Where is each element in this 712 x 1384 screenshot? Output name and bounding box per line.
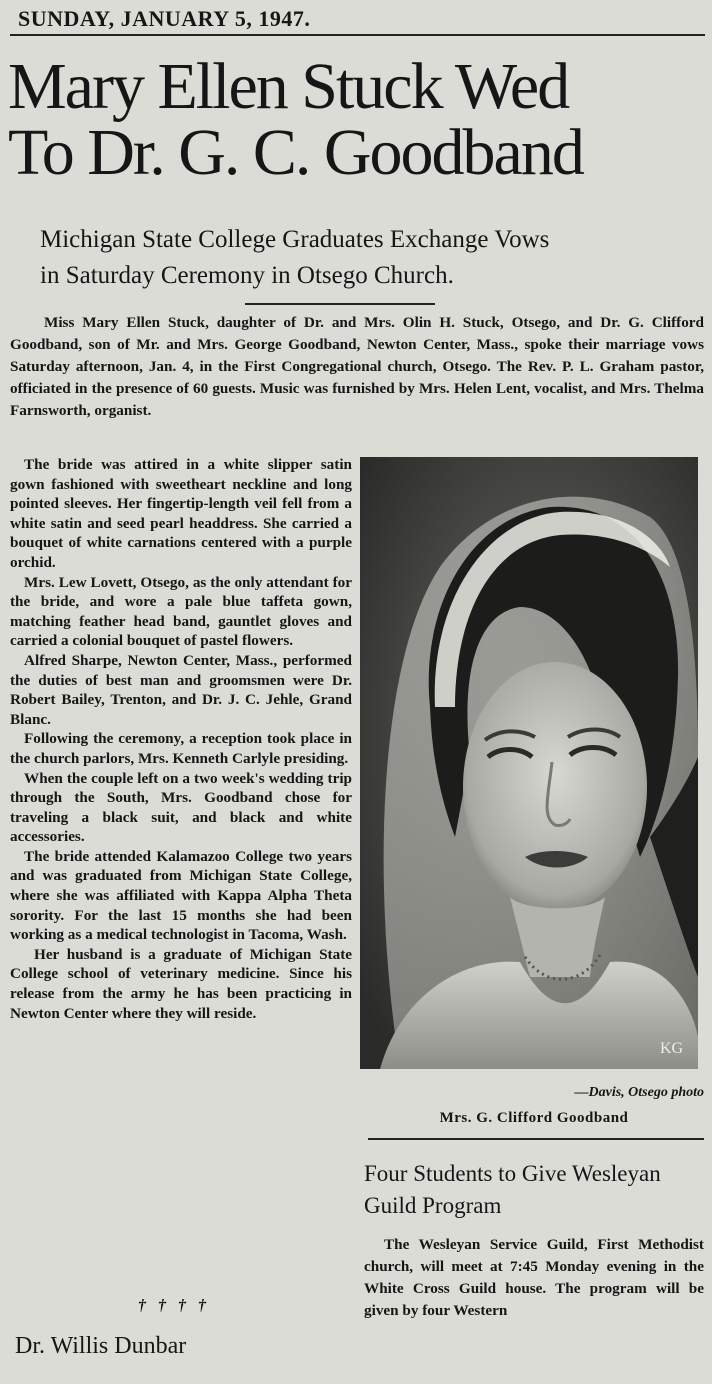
sidebar-body: The Wesleyan Service Guild, First Methodist church, will meet at 7:45 Monday evening in the White Cross Guild house. The program will be given by four Western <box>364 1236 704 1319</box>
deck-line-1: Michigan State College Graduates Exchange Vows <box>40 226 550 253</box>
caption-rule <box>368 1138 704 1140</box>
photo-monogram: KG <box>660 1040 684 1057</box>
deck-rule <box>245 303 435 305</box>
top-rule <box>10 34 705 36</box>
headline-line-2: To Dr. G. C. Goodband <box>8 116 583 189</box>
column-paragraph: Her husband is a graduate of Michigan State College school of veterinary medicine. Since his release from the army he has been practicing in Newton Center where they will reside. <box>10 945 352 1022</box>
column-paragraph: When the couple left on a two week's wedding trip through the South, Mrs. Goodband chose for traveling a black suit, and black and white accessories. <box>10 769 352 846</box>
headline <box>8 50 708 189</box>
column-paragraph: Mrs. Lew Lovett, Otsego, as the only attendant for the bride, and wore a pale blue taffeta gown, matching feather head band, gauntlet gloves and carried a colonial bouquet of pastel flowers. <box>10 573 352 650</box>
end-ornament: † † † † <box>138 1297 210 1314</box>
column-paragraph: The bride was attired in a white slipper satin gown fashioned with sweetheart neckline and long pointed sleeves. Her fingertip-length veil fell from a white satin and seed pearl headdress. She carried a bouquet of white carnations centered with a purple orchid. <box>10 456 352 571</box>
next-story-byline: Dr. Willis Dunbar <box>15 1333 187 1359</box>
column-paragraph: The bride attended Kalamazoo College two years and was graduated from Michigan State College, where she was affiliated with Kappa Alpha Theta sorority. For the last 15 months she had been working as a medical technologist in Tacoma, Wash. <box>10 847 352 944</box>
column-paragraph: Alfred Sharpe, Newton Center, Mass., performed the duties of best man and groomsmen were Dr. Robert Bailey, Trenton, and Dr. J. C. Jehle, Grand Blanc. <box>10 651 352 728</box>
portrait-photo-icon <box>360 457 698 1069</box>
photo-credit: —Davis, Otsego photo <box>574 1085 704 1100</box>
dateline: SUNDAY, JANUARY 5, 1947. <box>18 6 311 31</box>
column-paragraph: Following the ceremony, a reception took place in the church parlors, Mrs. Kenneth Carlyle presiding. <box>10 730 352 767</box>
deck-line-2: in Saturday Ceremony in Otsego Church. <box>40 262 454 289</box>
portrait-photo <box>360 457 698 1069</box>
story-column <box>10 455 352 1023</box>
sidebar-headline: Four Students to Give Wesleyan Guild Program <box>364 1161 661 1218</box>
photo-caption: Mrs. G. Clifford Goodband <box>439 1110 629 1126</box>
lead-paragraph: Miss Mary Ellen Stuck, daughter of Dr. and Mrs. Olin H. Stuck, Otsego, and Dr. G. Clifford Goodband, son of Mr. and Mrs. George Goodband, Newton Center, Mass., spoke their marriage vows Saturday afternoon, Jan. 4, in the First Congregational church, Otsego. The Rev. P. L. Graham pastor, officiated in the presence of 60 guests. Music was furnished by Mrs. Helen Lent, vocalist, and Mrs. Thelma Farnsworth, organist. <box>10 314 704 419</box>
headline-line-1: Mary Ellen Stuck Wed <box>8 50 569 123</box>
deck-subheadline <box>40 222 700 294</box>
